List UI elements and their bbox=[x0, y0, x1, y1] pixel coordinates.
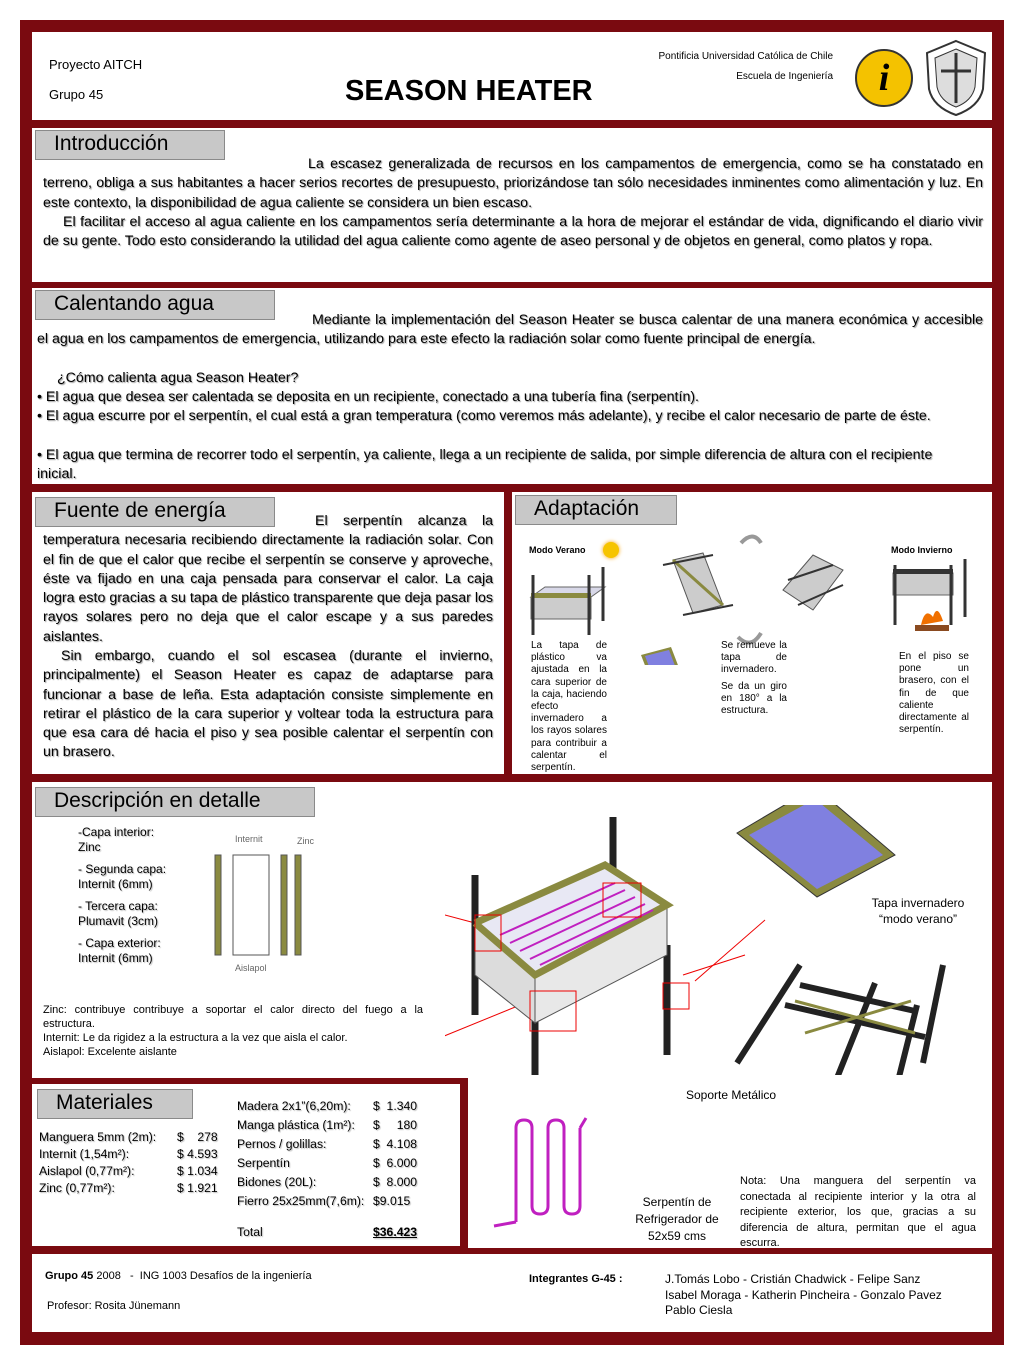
energy-paragraph-1: El serpentín alcanza la temperatura necesaria recibiendo directamente la radiación solar. Con el fin de que el calor que recibe el serpentín se conserve y aproveche, éste va fijado en una caja pensada para conservar el calor. La caja logra esto gracias a su tapa de plástico transparente que deja pasar los rayos solares pero no deja que el calor escape y a sus paredes aislantes. bbox=[43, 513, 493, 645]
season-heater-drawing bbox=[445, 805, 993, 1075]
adaptation-text-left: La tapa de plástico va ajustada en la cara superior de la caja, haciendo efecto invernadero a los rayos solares para contribuir a calentar el serpentín. bbox=[531, 640, 607, 774]
material-row: Serpentín $ 6.000 bbox=[237, 1156, 418, 1170]
adaptation-text-mid-1: Se remueve la tapa de invernadero. bbox=[721, 640, 787, 676]
adaptation-text-right: En el piso se pone un brasero, con el fin de que caliente directamente al serpentín. bbox=[899, 651, 969, 736]
note-internit: Internit: Le da rigidez a la estructura a la vez que aisla el calor. bbox=[43, 1032, 348, 1044]
footer-professor: Profesor: Rosita Jünemann bbox=[47, 1300, 181, 1312]
diagram-label-zinc: Zinc bbox=[297, 836, 315, 846]
members-line: Isabel Moraga - Katherin Pincheira - Gonzalo Pavez bbox=[665, 1287, 942, 1302]
material-row: Zinc (0,77m²): $ 1.921 bbox=[39, 1181, 218, 1195]
layers-list bbox=[78, 825, 178, 966]
adaptation-text-mid-2: Se da un giro en 180° a la estructura. bbox=[721, 681, 787, 717]
intro-paragraph-1: La escasez generalizada de recursos en los campamentos de emergencia, como se ha constatado en terreno, obliga a sus habitantes a hacer serios recortes de presupuesto, priorizándose tan sólo necesidades inminentes como alimentación y luz. En este contexto, la disponibilidad de agua caliente se considera un bien escaso. bbox=[43, 156, 983, 211]
section-title-introduccion: Introducción bbox=[35, 130, 225, 160]
layer-item: -Capa interior: Zinc bbox=[78, 825, 155, 854]
heating-bullet-1: • El agua que desea ser calentada se deposita en un recipiente, conectado a una tubería fina (serpentín). bbox=[37, 389, 699, 405]
energy-paragraph-2: Sin embargo, cuando el sol escasea (durante el invierno, principalmente) el Season Heater es capaz de adaptarse para funcionar a base de leña. Esta adaptación consiste simplemente en retirar el plástico de la cara superior y voltear toda la estructura para que esa cara dé hacia el piso y sea posible calentar el serpentín con un brasero. bbox=[43, 648, 493, 761]
total-row: Total $36.423 bbox=[237, 1225, 418, 1239]
heating-bullet-3: • El agua que termina de recorrer todo el serpentín, ya caliente, llega a un recipiente de salida, por simple diferencia de altura con el recipiente inicial. bbox=[37, 447, 933, 483]
summer-mode-label: Modo Verano bbox=[529, 545, 586, 555]
energy-panel bbox=[32, 492, 504, 774]
intro-paragraph-2: El facilitar el acceso al agua caliente en los campamentos sería determinante a la hora de mejorar el estándar de vida, dignificando el diario vivir de su gente. Todo esto considerando la utilidad del agua caliente como agente de aseo personal y de objetos en general, como platos y ropa. bbox=[43, 214, 983, 250]
wall-layers-diagram bbox=[211, 835, 331, 965]
layer-item: - Tercera capa: Plumavit (3cm) bbox=[78, 899, 159, 928]
group-label: Grupo 45 bbox=[49, 87, 104, 102]
members-list bbox=[665, 1272, 942, 1319]
diagram-label-aislapol: Aislapol bbox=[235, 963, 267, 973]
section-title-adaptacion: Adaptación bbox=[515, 495, 677, 525]
section-title-fuente: Fuente de energía bbox=[35, 497, 275, 527]
footer-course: Grupo 45 2008 - ING 1003 Desafíos de la ingeniería bbox=[45, 1270, 312, 1282]
members-line: Pablo Ciesla bbox=[665, 1303, 733, 1317]
material-row: Madera 2x1”(6,20m): $ 1.340 bbox=[237, 1099, 418, 1113]
section-title-calentando: Calentando agua bbox=[35, 290, 275, 320]
winter-box-drawing bbox=[893, 559, 965, 631]
materials-table-right bbox=[237, 1097, 417, 1242]
university-seal bbox=[923, 39, 989, 117]
material-row: Pernos / golillas: $ 4.108 bbox=[237, 1137, 418, 1151]
material-row: Manguera 5mm (2m): $ 278 bbox=[39, 1130, 218, 1144]
summer-box-drawing bbox=[531, 567, 605, 635]
poster-title: SEASON HEATER bbox=[345, 75, 593, 107]
material-row: Fierro 25x25mm(7,6m): $9.015 bbox=[237, 1194, 411, 1208]
materials-panel bbox=[32, 1084, 460, 1246]
coil-drawing bbox=[486, 1106, 596, 1236]
heating-bullet-2: • El agua escurre por el serpentín, el cual está a gran temperatura (como veremos más adelante), y recibe el calor necesario de parte de éste. bbox=[37, 408, 931, 424]
heating-panel bbox=[32, 288, 992, 484]
coil-caption: Serpentín de Refrigerador de 52x59 cms bbox=[635, 1195, 719, 1243]
materials-notes bbox=[43, 1003, 423, 1059]
material-row: Aislapol (0,77m²): $ 1.034 bbox=[39, 1164, 218, 1178]
layer-item: - Segunda capa: Internit (6mm) bbox=[78, 862, 167, 891]
detail-panel bbox=[32, 782, 992, 1078]
info-icon: i bbox=[855, 49, 913, 107]
intro-panel bbox=[32, 128, 992, 282]
material-row: Manga plástica (1m²): $ 180 bbox=[237, 1118, 418, 1132]
heating-question: ¿Cómo calienta agua Season Heater? bbox=[57, 370, 299, 386]
lid-caption: Tapa invernadero “modo verano” bbox=[871, 896, 965, 926]
university-name: Pontificia Universidad Católica de Chile bbox=[658, 51, 833, 62]
heating-paragraph: Mediante la implementación del Season Heater se busca calentar de una manera económica y accesible el agua en los campamentos de emergencia, utilizando para este efecto la radiación solar como fuente principal de energía. bbox=[37, 312, 983, 348]
material-row: Bidones (20L): $ 8.000 bbox=[237, 1175, 418, 1189]
header-panel bbox=[32, 32, 992, 120]
note-aislapol: Aislapol: Excelente aislante bbox=[43, 1046, 177, 1058]
note-zinc: Zinc: contribuye contribuye a soportar el calor directo del fuego a la estructura. bbox=[43, 1004, 423, 1030]
material-row: Internit (1,54m²): $ 4.593 bbox=[39, 1147, 218, 1161]
diagram-label-internit: Internit bbox=[235, 834, 263, 844]
materials-table-left bbox=[39, 1129, 218, 1197]
layer-item: - Capa exterior: Internit (6mm) bbox=[78, 936, 161, 965]
detail-lower-area bbox=[468, 1078, 992, 1248]
school-name: Escuela de Ingeniería bbox=[736, 71, 833, 82]
section-title-materiales: Materiales bbox=[37, 1089, 193, 1119]
nota-text: Nota: Una manguera del serpentín va conectada al recipiente interior y la otra al recipiente exterior, los que, gracias a su diferencia de altura, permitan que el agua escurra. bbox=[740, 1175, 976, 1249]
support-caption: Soporte Metálico bbox=[686, 1088, 777, 1102]
winter-mode-label: Modo Invierno bbox=[891, 545, 953, 555]
footer-panel bbox=[32, 1254, 992, 1332]
adaptation-panel bbox=[512, 492, 992, 774]
section-title-descripcion: Descripción en detalle bbox=[35, 787, 315, 817]
project-label: Proyecto AITCH bbox=[49, 57, 143, 72]
members-label: Integrantes G-45 : bbox=[529, 1273, 623, 1285]
members-line: J.Tomás Lobo - Cristián Chadwick - Felipe Sanz bbox=[665, 1272, 921, 1286]
